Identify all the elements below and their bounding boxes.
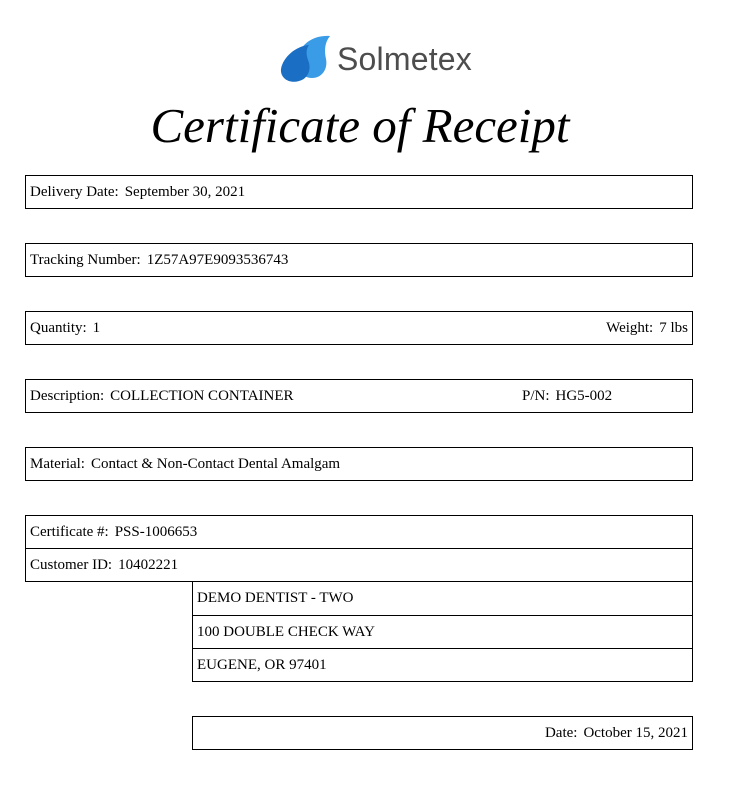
tracking-number-label: Tracking Number: <box>30 251 141 268</box>
customer-id-row <box>25 548 693 582</box>
delivery-date-row <box>25 175 693 209</box>
brand-name: Solmetex <box>337 40 472 77</box>
address-street: 100 DOUBLE CHECK WAY <box>192 615 693 649</box>
delivery-date-value: September 30, 2021 <box>124 183 246 200</box>
material-label: Material: <box>30 455 85 472</box>
quantity-label: Quantity: <box>30 319 87 336</box>
page-title: Certificate of Receipt <box>150 98 570 153</box>
description-value: COLLECTION CONTAINER <box>110 387 294 404</box>
water-drop-logo-icon <box>279 33 331 85</box>
issue-date-value: October 15, 2021 <box>583 724 688 741</box>
tracking-number-value: 1Z57A97E9093536743 <box>146 251 289 268</box>
certificate-number-row <box>25 515 693 549</box>
part-number-value: HG5-002 <box>555 387 613 404</box>
address-name: DEMO DENTIST - TWO <box>192 581 693 616</box>
quantity-value: 1 <box>92 319 101 336</box>
issue-date-row <box>192 716 693 750</box>
part-number-label: P/N: <box>522 387 550 404</box>
description-label: Description: <box>30 387 105 404</box>
solmetex-logo <box>279 33 472 85</box>
part-number <box>522 388 612 405</box>
material-value: Contact & Non-Contact Dental Amalgam <box>90 455 341 472</box>
certificate-number-label: Certificate #: <box>30 523 109 540</box>
delivery-date-label: Delivery Date: <box>30 183 119 200</box>
tracking-number-row <box>25 243 693 277</box>
address-city: EUGENE, OR 97401 <box>192 648 693 682</box>
issue-date-label: Date: <box>544 724 578 741</box>
material-row <box>25 447 693 481</box>
customer-id-label: Customer ID: <box>30 556 113 573</box>
quantity-weight-row <box>25 311 693 345</box>
weight-value: 7 lbs <box>659 319 688 336</box>
certificate-number-value: PSS-1006653 <box>114 523 198 540</box>
customer-id-value: 10402221 <box>118 556 179 573</box>
description-row <box>25 379 693 413</box>
weight-label: Weight: <box>606 319 654 336</box>
